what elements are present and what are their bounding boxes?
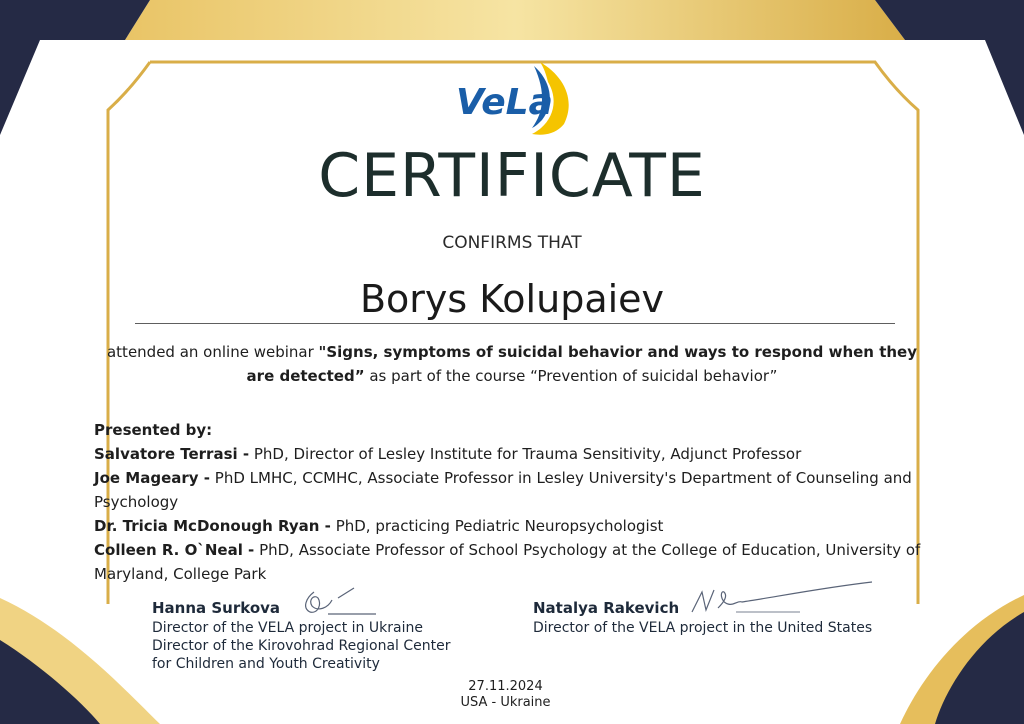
- logo-text: VeLa: [456, 82, 553, 123]
- signatory-title-line: Director of the VELA project in the United States: [533, 620, 873, 636]
- presenter-name: Colleen R. O`Neal -: [94, 541, 255, 559]
- presenter-item: [94, 514, 934, 538]
- certificate-title: CERTIFICATE: [318, 141, 706, 211]
- statement-prefix: attended an online webinar: [106, 343, 319, 361]
- webinar-title: "Signs, symptoms of suicidal behavior and ways to respond when they are detected”: [246, 343, 917, 385]
- signatory-left: [152, 599, 451, 673]
- presenter-item: [94, 442, 934, 466]
- signatory-title-line: Director of the Kirovohrad Regional Center: [152, 638, 451, 654]
- signatory-right: [533, 599, 872, 637]
- signatory-title-line: Director of the VELA project in Ukraine: [152, 620, 423, 636]
- presenter-details: PhD LMHC, CCMHC, Associate Professor in Lesley University's Department of Counseling and Psychology: [94, 469, 912, 511]
- presenter-details: PhD, Associate Professor of School Psychology at the College of Education, University of Maryland, College Park: [94, 541, 921, 583]
- presenter-name: Joe Mageary -: [94, 469, 210, 487]
- presenters-heading: Presented by:: [94, 421, 213, 439]
- presenter-name: Dr. Tricia McDonough Ryan -: [94, 517, 331, 535]
- presenter-name: Salvatore Terrasi -: [94, 445, 250, 463]
- signatory-name: Hanna Surkova: [152, 599, 281, 617]
- signatory-name: Natalya Rakevich: [533, 599, 680, 617]
- presenter-item: [94, 466, 934, 514]
- attendance-statement: [100, 340, 924, 388]
- issue-location: USA - Ukraine: [460, 695, 551, 710]
- vela-logo: [452, 58, 580, 138]
- signatory-title-line: for Children and Youth Creativity: [152, 656, 380, 672]
- presenter-details: PhD, Director of Lesley Institute for Trauma Sensitivity, Adjunct Professor: [249, 445, 802, 463]
- statement-suffix: as part of the course “Prevention of suicidal behavior”: [364, 367, 778, 385]
- recipient-name: Borys Kolupaiev: [359, 277, 665, 321]
- recipient-underline: [135, 323, 895, 324]
- issue-date: 27.11.2024: [468, 679, 543, 694]
- issue-date-location: [0, 679, 1011, 711]
- presenters-list: [94, 418, 934, 586]
- confirms-that-label: CONFIRMS THAT: [442, 233, 582, 253]
- presenter-details: PhD, practicing Pediatric Neuropsychologist: [330, 517, 664, 535]
